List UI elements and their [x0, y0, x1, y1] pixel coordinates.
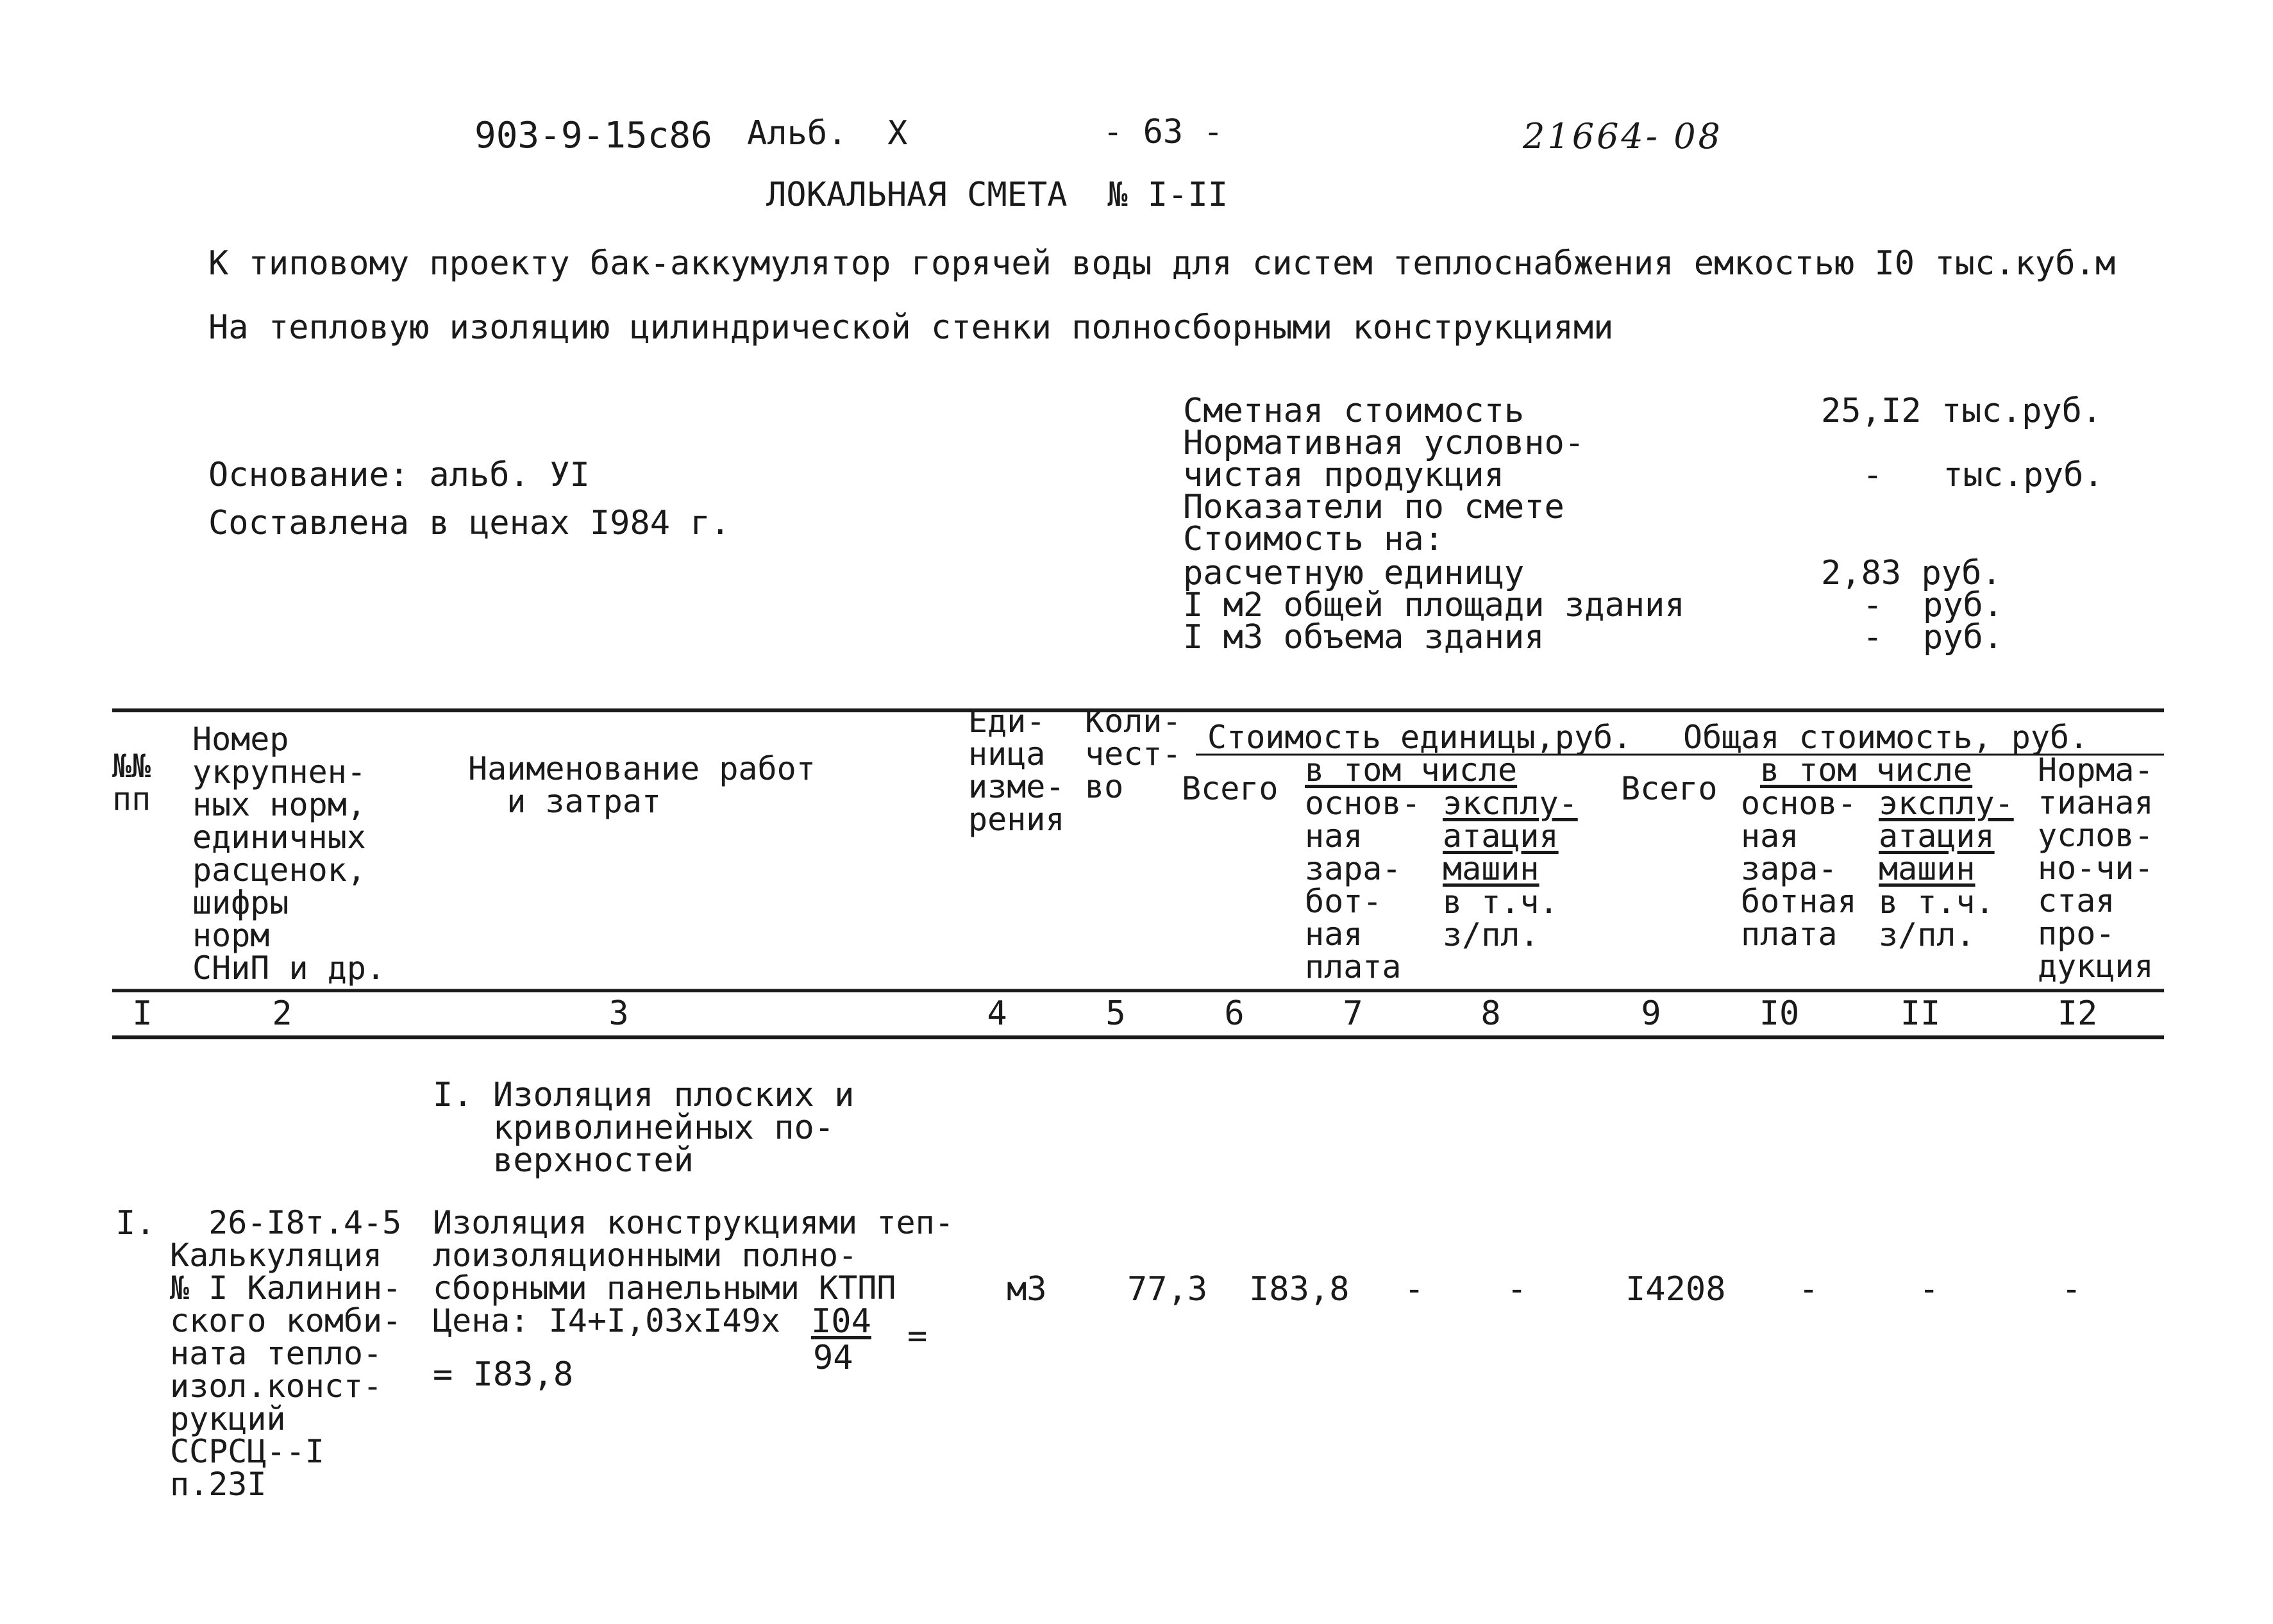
header-total-mach: эксплу- атация машин [1879, 785, 2014, 887]
col-number: I0 [1759, 994, 1800, 1033]
header-total-mach-wage: в т.ч. з/пл. [1879, 883, 1995, 953]
header-total-cost: Общая стоимость, руб. [1683, 719, 2089, 756]
m2-cost-label: I м2 общей площади здания [1183, 586, 1685, 624]
indicators-label: Показатели по смете [1183, 488, 1564, 526]
col-number: 6 [1224, 994, 1245, 1033]
inventory-number: 21664- 08 [1523, 116, 1723, 156]
header-unit-cost: Стоимость единицы,руб. [1207, 719, 1632, 756]
row-unit-wage: - [1404, 1270, 1425, 1309]
basis-line: Основание: альб. УI [208, 456, 590, 494]
col-number: 3 [608, 994, 629, 1033]
page-number: - 63 - [1103, 113, 1223, 151]
row-unit-total: I83,8 [1249, 1270, 1350, 1309]
col-number: 5 [1105, 994, 1126, 1033]
row-total-wage: - [1799, 1270, 1819, 1309]
header-total-wage: основ- ная зара- ботная плата [1741, 785, 1857, 953]
normative-value: - тыс.руб. [1863, 456, 2104, 494]
project-code: 903-9-15с86 [474, 115, 712, 156]
header-normative: Норма- тианая услов- но-чи- стая про- дукция [2038, 751, 2154, 985]
unit-cost-label: расчетную единицу [1183, 554, 1525, 592]
col-number: 2 [272, 994, 292, 1033]
row-norm: 26-I8т.4-5 Калькуляция № I Калинин- ского комби- ната тепло- изол.конст- рукций ССРСЦ--I п.23I [170, 1204, 402, 1503]
col-number: 4 [987, 994, 1007, 1033]
col-number: II [1900, 994, 1941, 1033]
row-fraction-equals: = [907, 1317, 928, 1355]
m3-cost-value: - руб. [1863, 618, 2004, 657]
header-unit: Еди- ница изме- рения [968, 703, 1065, 838]
estimate-cost-value: 25,I2 тыс.руб. [1821, 392, 2102, 430]
cost-on-label: Стоимость на: [1183, 520, 1444, 558]
row-total: I4208 [1625, 1270, 1726, 1309]
estimate-cost-label: Сметная стоимость [1183, 392, 1525, 430]
m3-cost-label: I м3 объема здания [1183, 618, 1545, 657]
col-number: 8 [1480, 994, 1501, 1033]
row-name: Изоляция конструкциями теп- лоизоляционными полно- сборными панельными КТПП Цена: I4+I,03хI49х [433, 1204, 954, 1339]
col-number: 9 [1641, 994, 1661, 1033]
album-label: Альб. Х [747, 114, 908, 153]
row-unit: м3 [1007, 1270, 1047, 1309]
header-unit-wage: основ- ная зара- бот- ная плата [1305, 785, 1421, 985]
row-total-mach: - [1919, 1270, 1940, 1309]
row-quantity: 77,3 [1127, 1270, 1208, 1309]
col-number: I2 [2057, 994, 2098, 1033]
normative-label-2: чистая продукция [1183, 456, 1504, 494]
row-number: I. [115, 1204, 156, 1243]
row-normative: - [2061, 1270, 2082, 1309]
col-number: 7 [1343, 994, 1363, 1033]
header-total-incl: в том числе [1760, 751, 1973, 789]
header-name: Наименование работ и затрат [468, 750, 816, 820]
header-qty: Коли- чест- во [1085, 703, 1182, 805]
prices-year-line: Составлена в ценах I984 г. [208, 504, 730, 542]
header-unit-mach: эксплу- атация машин [1443, 785, 1578, 887]
work-description: На тепловую изоляцию цилиндрической стенки полносборными конструкциями [208, 308, 1614, 347]
col-number: I [132, 994, 153, 1033]
header-num: №№ пп [112, 748, 151, 817]
header-unit-total: Всего [1182, 770, 1279, 807]
normative-label-1: Нормативная условно- [1183, 424, 1585, 462]
header-unit-incl: в том числе [1305, 751, 1518, 789]
header-unit-mach-wage: в т.ч. з/пл. [1443, 883, 1559, 953]
row-fraction-denominator: 94 [813, 1339, 853, 1377]
header-total-total: Всего [1621, 770, 1718, 807]
row-fraction-numerator: I04 [811, 1302, 871, 1341]
m2-cost-value: - руб. [1863, 586, 2004, 624]
row-name-result: = I83,8 [433, 1355, 574, 1394]
project-description: К типовому проекту бак-аккумулятор горячей воды для систем теплоснабжения емкостью I0 тыс.куб.м [208, 244, 2116, 283]
document-title: ЛОКАЛЬНАЯ СМЕТА № I-II [766, 176, 1229, 214]
unit-cost-value: 2,83 руб. [1821, 554, 2002, 592]
row-unit-mach: - [1507, 1270, 1527, 1309]
section-heading: I. Изоляция плоских и криволинейных по- верхностей [433, 1076, 855, 1180]
header-norm: Номер укрупнен- ных норм, единичных расценок, шифры норм СНиП и др. [192, 721, 386, 987]
